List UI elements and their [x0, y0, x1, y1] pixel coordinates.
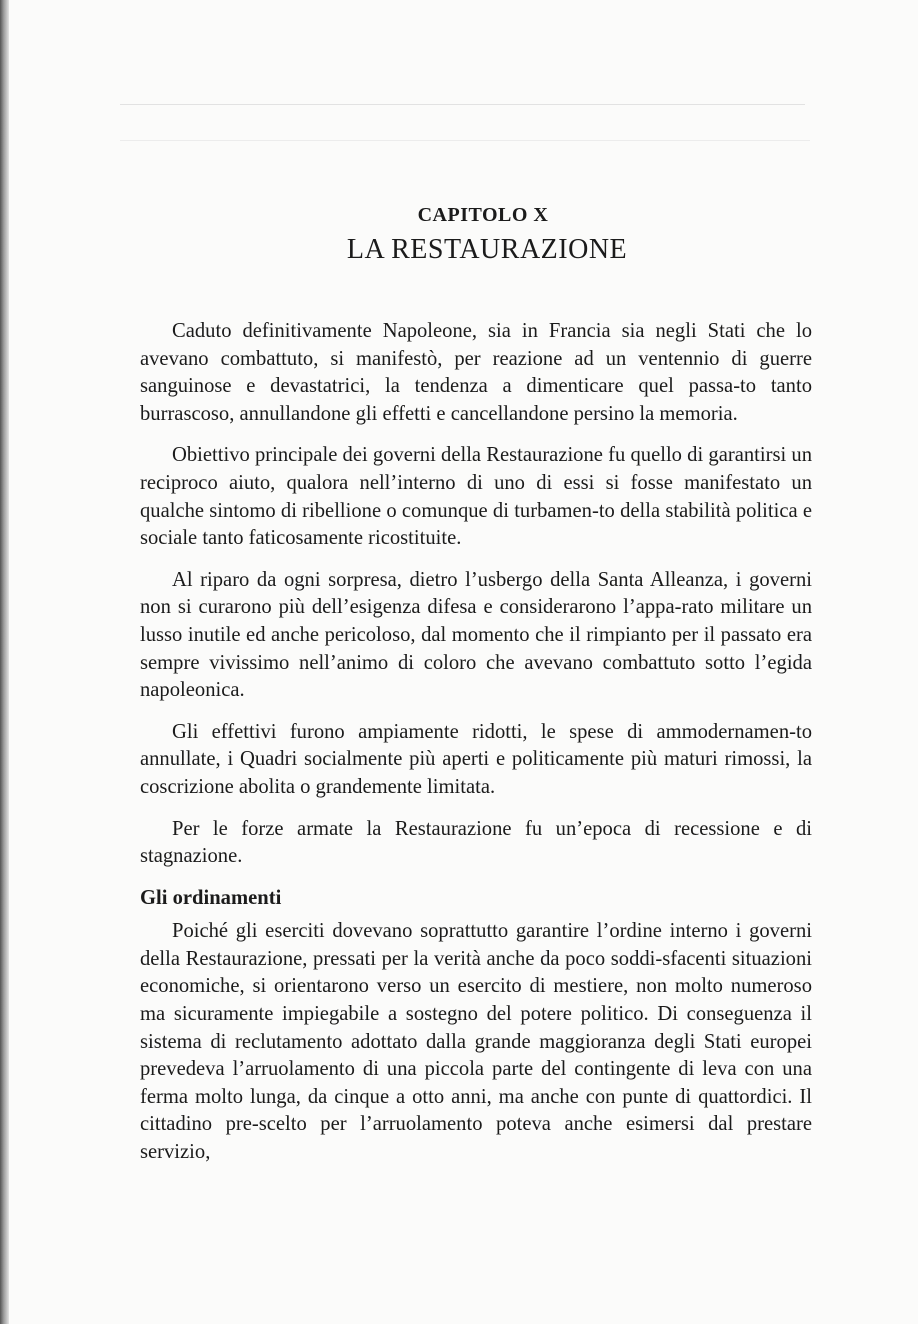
- paragraph-5: Per le forze armate la Restaurazione fu un’epoca di recessione e di stagnazione.: [140, 817, 812, 868]
- show-through-header-rule: [120, 78, 805, 105]
- page-binding-shadow: [0, 0, 9, 1324]
- paragraph-2: Obiettivo principale dei governi della Restaurazione fu quello di garantirsi un reciproco aiuto, qualora nell’interno di uno di essi si fosse manifestato un qualche sintomo di ribellione o comunque di turbamen-to della stabilità politica e sociale tanto faticosamente ricostituite.: [140, 444, 812, 550]
- paragraph-4: Gli effettivi furono ampiamente ridotti, le spese di ammodernamen-to annullate, i Quadri socialmente più aperti e politicamente più maturi rimossi, la coscrizione abolita o grandemente limitata.: [140, 720, 812, 798]
- page-content: [140, 200, 812, 1167]
- section-paragraph: Poiché gli eserciti dovevano soprattutto garantire l’ordine interno i governi della Restaurazione, pressati per la verità anche da poco soddi-sfacenti situazioni economiche, si orientarono verso un esercito di mestiere, non molto numeroso ma sicuramente impiegabile a sostegno del potere politico. Di conseguenza il sistema di reclutamento adottato dalla grande maggioranza degli Stati europei prevedeva l’arruolamento di una piccola parte del contingente di leva con una ferma molto lunga, da cinque a otto anni, ma anche con punte di quattordici. Il cittadino pre-scelto per l’arruolamento poteva anche esimersi dal prestare servizio,: [140, 920, 812, 1164]
- show-through-line: [120, 140, 810, 142]
- chapter-title: LA RESTAURAZIONE: [346, 234, 628, 265]
- chapter-label: CAPITOLO X: [417, 204, 549, 226]
- section-heading: Gli ordinamenti: [140, 886, 282, 909]
- paragraph-1: Caduto definitivamente Napoleone, sia in Francia sia negli Stati che lo avevano combattuto, si manifestò, per reazione ad un ventennio di guerre sanguinose e devastatrici, la tendenza a dimenticare quel passa-to tanto burrascoso, annullandone gli effetti e cancellandone persino la memoria.: [140, 320, 812, 425]
- paragraph-3: Al riparo da ogni sorpresa, dietro l’usbergo della Santa Alleanza, i governi non si curarono più dell’esigenza difesa e considerarono l’appa-rato militare un lusso inutile ed anche pericoloso, dal momento che il rimpianto per il passato era sempre vivissimo nell’animo di coloro che avevano combattuto sotto l’egida napoleonica.: [140, 568, 812, 702]
